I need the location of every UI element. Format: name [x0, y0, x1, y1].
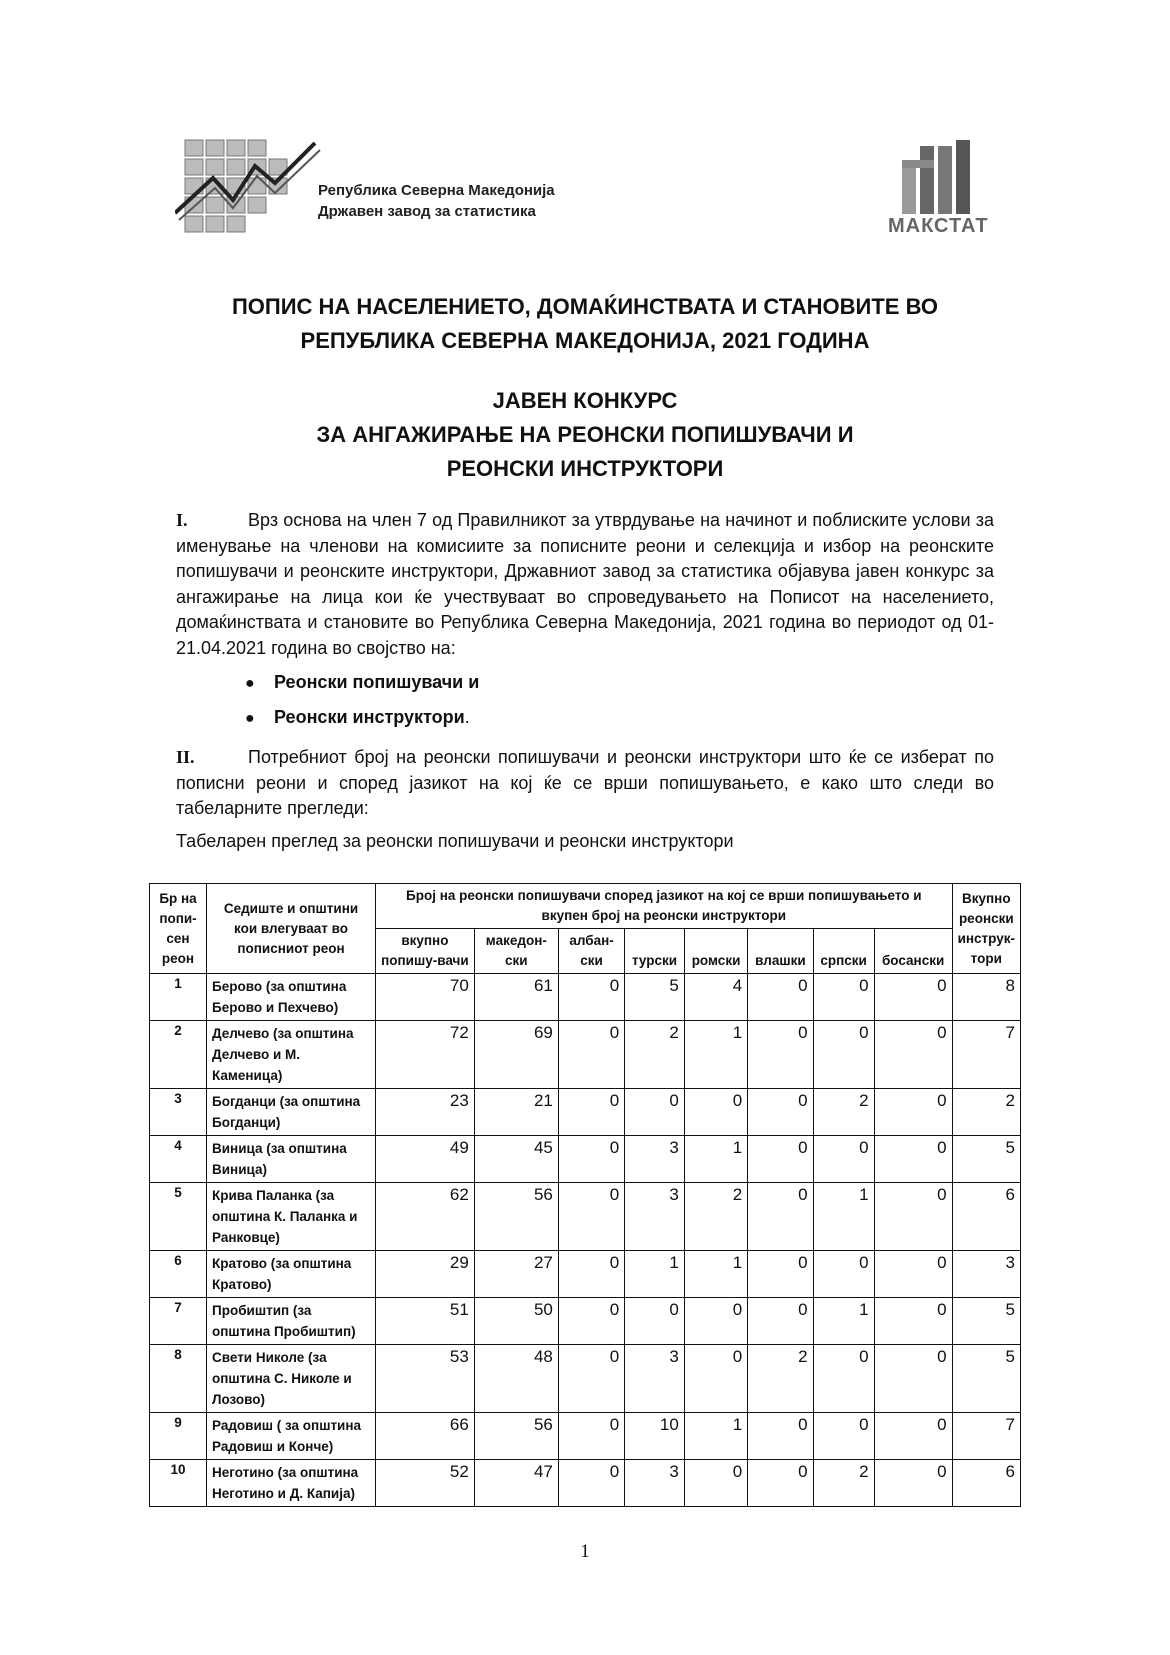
org-line-1: Република Северна Македонија — [318, 182, 555, 199]
row-value: 49 — [376, 1136, 475, 1183]
row-value: 0 — [558, 1251, 624, 1298]
table-row — [150, 974, 1021, 1021]
row-value: 1 — [684, 1413, 747, 1460]
row-value: 56 — [474, 1413, 558, 1460]
row-area-name: Неготино (за општина Неготино и Д. Капија) — [207, 1460, 376, 1507]
row-value: 1 — [813, 1298, 874, 1345]
row-value: 0 — [748, 1021, 813, 1089]
row-value: 50 — [474, 1298, 558, 1345]
subtitle-line-1: ЈАВЕН КОНКУРС — [492, 388, 678, 413]
section-2-paragraph — [176, 745, 994, 822]
row-value: 0 — [625, 1089, 685, 1136]
row-value: 61 — [474, 974, 558, 1021]
table-row — [150, 1183, 1021, 1251]
row-value: 0 — [558, 1089, 624, 1136]
row-value: 0 — [813, 1136, 874, 1183]
row-value: 52 — [376, 1460, 475, 1507]
row-value: 66 — [376, 1413, 475, 1460]
row-value: 0 — [748, 1089, 813, 1136]
row-value: 7 — [952, 1413, 1020, 1460]
row-value: 5 — [952, 1345, 1020, 1413]
row-value: 0 — [558, 1136, 624, 1183]
row-value: 2 — [813, 1460, 874, 1507]
document-title — [0, 290, 1170, 358]
header-bosnian: босански — [874, 929, 952, 974]
row-value: 0 — [558, 1183, 624, 1251]
table-row — [150, 1460, 1021, 1507]
row-value: 3 — [625, 1183, 685, 1251]
row-value: 1 — [684, 1251, 747, 1298]
row-area-number: 1 — [150, 974, 207, 1021]
section-2-text: Потребниот број на реонски попишувачи и реонски инструктори што ќе се изберат по пописни реони и според јазикот на кој ќе се врши попишувањето, е како што следи во табеларните прегледи: — [176, 747, 994, 818]
row-value: 48 — [474, 1345, 558, 1413]
header-macedonian: македон-ски — [474, 929, 558, 974]
row-value: 23 — [376, 1089, 475, 1136]
row-value: 69 — [474, 1021, 558, 1089]
bullet-icon: ● — [245, 675, 255, 692]
makstat-wordmark: МАКСТАТ — [888, 215, 989, 237]
row-area-name: Кратово (за општина Кратово) — [207, 1251, 376, 1298]
row-value: 0 — [558, 1413, 624, 1460]
row-value: 2 — [813, 1089, 874, 1136]
row-value: 2 — [952, 1089, 1020, 1136]
table-row — [150, 1251, 1021, 1298]
row-value: 10 — [625, 1413, 685, 1460]
row-value: 29 — [376, 1251, 475, 1298]
row-value: 0 — [813, 1345, 874, 1413]
title-line-1: ПОПИС НА НАСЕЛЕНИЕТО, ДОМАЌИНСТВАТА И СТАНОВИТЕ ВО — [231, 294, 939, 319]
row-value: 0 — [874, 1345, 952, 1413]
row-area-number: 9 — [150, 1413, 207, 1460]
row-value: 0 — [874, 1183, 952, 1251]
row-value: 0 — [684, 1298, 747, 1345]
table-row — [150, 1298, 1021, 1345]
row-value: 51 — [376, 1298, 475, 1345]
row-value: 0 — [874, 1021, 952, 1089]
row-area-name: Делчево (за општина Делчево и М. Каменица) — [207, 1021, 376, 1089]
row-value: 0 — [813, 974, 874, 1021]
enumerators-table — [149, 883, 1021, 1507]
row-area-name: Крива Паланка (за општина К. Паланка и Ранковце) — [207, 1183, 376, 1251]
row-value: 0 — [748, 1460, 813, 1507]
row-value: 5 — [952, 1298, 1020, 1345]
row-value: 0 — [684, 1345, 747, 1413]
row-value: 0 — [625, 1298, 685, 1345]
header-census-area-number: Бр на попи-сен реон — [150, 884, 207, 974]
row-value: 0 — [684, 1089, 747, 1136]
row-value: 0 — [813, 1021, 874, 1089]
row-value: 1 — [684, 1021, 747, 1089]
row-value: 0 — [813, 1251, 874, 1298]
row-value: 0 — [748, 1183, 813, 1251]
bullet-icon: ● — [245, 710, 255, 727]
bullet-text-2: Реонски инструктори — [274, 707, 465, 727]
row-value: 5 — [625, 974, 685, 1021]
row-value: 0 — [874, 1089, 952, 1136]
row-value: 7 — [952, 1021, 1020, 1089]
section-2-number: II. — [176, 747, 195, 767]
row-value: 0 — [874, 974, 952, 1021]
row-value: 5 — [952, 1136, 1020, 1183]
row-value: 0 — [813, 1413, 874, 1460]
row-value: 3 — [625, 1345, 685, 1413]
header-serbian: српски — [813, 929, 874, 974]
row-value: 6 — [952, 1183, 1020, 1251]
state-statistical-office-logo — [175, 138, 325, 240]
row-value: 2 — [748, 1345, 813, 1413]
document-subtitle — [0, 384, 1170, 486]
row-value: 53 — [376, 1345, 475, 1413]
row-value: 0 — [684, 1460, 747, 1507]
row-area-number: 7 — [150, 1298, 207, 1345]
row-value: 1 — [684, 1136, 747, 1183]
row-value: 62 — [376, 1183, 475, 1251]
row-value: 56 — [474, 1183, 558, 1251]
section-1-number: I. — [176, 510, 188, 530]
section-1-paragraph — [176, 508, 994, 661]
row-value: 8 — [952, 974, 1020, 1021]
row-area-name: Богданци (за општина Богданци) — [207, 1089, 376, 1136]
table-row — [150, 1089, 1021, 1136]
row-area-number: 4 — [150, 1136, 207, 1183]
row-value: 2 — [625, 1021, 685, 1089]
row-value: 0 — [874, 1460, 952, 1507]
section-1-text: Врз основа на член 7 од Правилникот за утврдување на начинот и поблиските услови за именување на членови на комисиите за пописните реони и селекција и избор на реонските попишувачи и реонските инструктори, Државниот завод за статистика објавува јавен конкурс за ангажирање на лица кои ќе учествуваат во спроведувањето на Пописот на населението, домаќинствата и становите во Република Северна Македонија, 2021 година во периодот од 01-21.04.2021 година во својство на: — [176, 510, 994, 658]
header-total-instructors: Вкупно реонски инструк-тори — [952, 884, 1020, 974]
row-area-name: Свети Николе (за општина С. Николе и Лозово) — [207, 1345, 376, 1413]
header-seat-and-municipalities: Седиште и општини кои влегуваат во пописниот реон — [207, 884, 376, 974]
row-value: 0 — [558, 1021, 624, 1089]
row-value: 1 — [625, 1251, 685, 1298]
row-area-number: 6 — [150, 1251, 207, 1298]
row-value: 72 — [376, 1021, 475, 1089]
row-value: 2 — [684, 1183, 747, 1251]
organization-name — [318, 180, 555, 222]
row-value: 0 — [748, 974, 813, 1021]
bullet-text-2-period: . — [464, 707, 470, 727]
header-turkish: турски — [625, 929, 685, 974]
row-value: 3 — [625, 1460, 685, 1507]
row-value: 27 — [474, 1251, 558, 1298]
row-value: 0 — [874, 1298, 952, 1345]
row-value: 0 — [558, 1298, 624, 1345]
page-number: 1 — [580, 1541, 590, 1562]
row-area-number: 8 — [150, 1345, 207, 1413]
row-value: 21 — [474, 1089, 558, 1136]
table-row — [150, 1345, 1021, 1413]
table-row — [150, 1021, 1021, 1089]
row-value: 3 — [625, 1136, 685, 1183]
row-value: 0 — [558, 1460, 624, 1507]
row-area-number: 5 — [150, 1183, 207, 1251]
row-value: 1 — [813, 1183, 874, 1251]
row-area-name: Радовиш ( за општина Радовиш и Конче) — [207, 1413, 376, 1460]
header-total-enumerators: вкупно попишу-вачи — [376, 929, 475, 974]
table-caption: Табеларен преглед за реонски попишувачи и реонски инструктори — [176, 831, 734, 851]
row-value: 0 — [748, 1413, 813, 1460]
header-albanian: албан-ски — [558, 929, 624, 974]
bullet-item — [245, 707, 470, 728]
row-area-name: Берово (за општина Берово и Пехчево) — [207, 974, 376, 1021]
row-value: 0 — [874, 1413, 952, 1460]
bullet-text-1: Реонски попишувачи и — [274, 672, 480, 692]
row-value: 45 — [474, 1136, 558, 1183]
row-value: 0 — [558, 974, 624, 1021]
subtitle-line-3: РЕОНСКИ ИНСТРУКТОРИ — [446, 456, 724, 481]
row-value: 3 — [952, 1251, 1020, 1298]
row-value: 4 — [684, 974, 747, 1021]
subtitle-line-2: ЗА АНГАЖИРАЊЕ НА РЕОНСКИ ПОПИШУВАЧИ И — [316, 422, 854, 447]
row-area-number: 10 — [150, 1460, 207, 1507]
header-enumerators-by-language: Број на реонски попишувачи според јазикот на кој се врши попишувањето и вкупен број на реонски инструктори — [376, 884, 953, 929]
row-value: 6 — [952, 1460, 1020, 1507]
org-line-2: Државен завод за статистика — [318, 203, 536, 220]
row-value: 0 — [748, 1251, 813, 1298]
row-value: 0 — [558, 1345, 624, 1413]
row-area-name: Виница (за општина Виница) — [207, 1136, 376, 1183]
bullet-item — [245, 672, 479, 693]
row-value: 0 — [874, 1251, 952, 1298]
table-row — [150, 1413, 1021, 1460]
row-area-number: 3 — [150, 1089, 207, 1136]
row-area-number: 2 — [150, 1021, 207, 1089]
title-line-2: РЕПУБЛИКА СЕВЕРНА МАКЕДОНИЈА, 2021 ГОДИНА — [300, 328, 870, 353]
row-value: 0 — [748, 1136, 813, 1183]
row-value: 70 — [376, 974, 475, 1021]
row-area-name: Пробиштип (за општина Пробиштип) — [207, 1298, 376, 1345]
row-value: 0 — [748, 1298, 813, 1345]
row-value: 0 — [874, 1136, 952, 1183]
header-vlach: влашки — [748, 929, 813, 974]
row-value: 47 — [474, 1460, 558, 1507]
header-roma: ромски — [684, 929, 747, 974]
table-row — [150, 1136, 1021, 1183]
